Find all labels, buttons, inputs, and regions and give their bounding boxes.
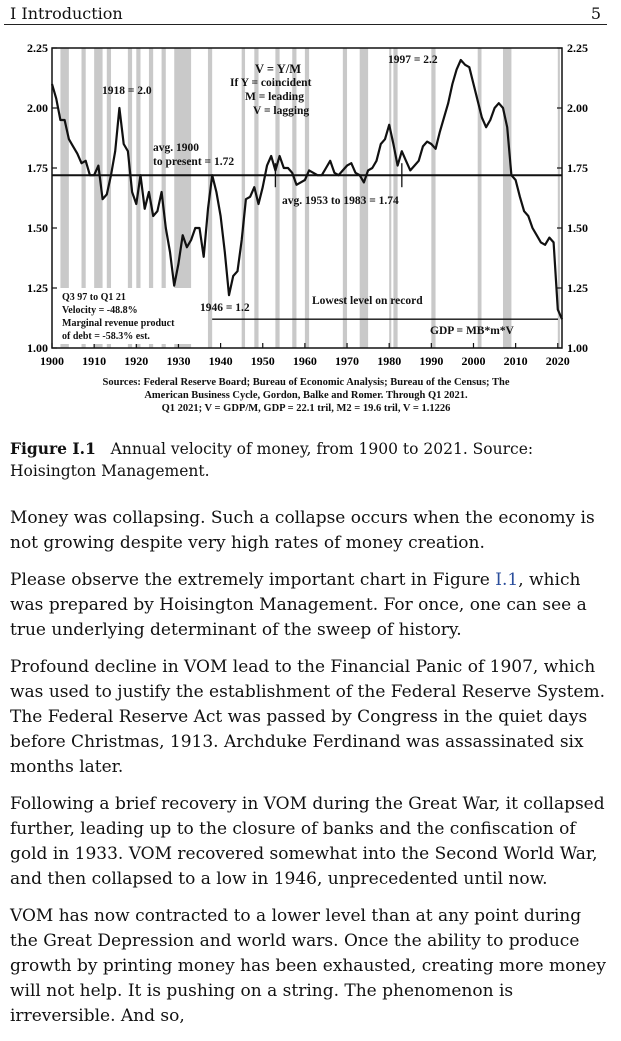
y-tick-label-right: 1.25	[567, 281, 588, 295]
label-1997: 1997 = 2.2	[388, 54, 438, 66]
x-tick-label: 1940	[208, 354, 233, 368]
sources-line-1: Sources: Federal Reserve Board; Bureau of Economic Analysis; Bureau of the Census; The	[102, 377, 510, 388]
formula-line-1: V = Y/M	[255, 62, 302, 76]
avg-1953-label: avg. 1953 to 1983 = 1.74	[282, 195, 399, 207]
gdp-formula-label: GDP = MB*m*V	[430, 325, 514, 337]
paragraph-2-end: , which was prepared by Hoisington Management. For once, one can see a true underlying determinant of the sweep of history.	[10, 570, 587, 640]
avg-1900-label-line1: avg. 1900	[153, 142, 199, 154]
avg-1900-label-line2: to present = 1.72	[153, 156, 235, 168]
y-tick-label-left: 2.00	[27, 101, 48, 115]
header-rule	[4, 24, 607, 25]
x-tick-label: 2020	[545, 354, 570, 368]
body-text	[10, 506, 609, 1041]
x-tick-label: 1920	[124, 354, 149, 368]
y-axis-right-labels	[567, 41, 588, 355]
q3-line-4: of debt = -58.3% est.	[62, 331, 150, 342]
caption-text: Annual velocity of money, from 1900 to 2021. Source: Hoisington Management.	[10, 440, 534, 480]
x-tick-label: 1930	[166, 354, 191, 368]
x-tick-label: 1950	[250, 354, 275, 368]
figure-reference-link[interactable]: I.1	[495, 570, 519, 590]
paragraph-2	[10, 568, 609, 643]
q3-line-3: Marginal revenue product	[62, 318, 175, 329]
q3-line-1: Q3 97 to Q1 21	[62, 292, 126, 303]
sources-line-3: Q1 2021; V = GDP/M, GDP = 22.1 tril, M2 = 19.6 tril, V = 1.1226	[161, 403, 451, 414]
y-tick-label-right: 2.25	[567, 41, 588, 55]
formula-line-3: M = leading	[245, 91, 304, 103]
running-header	[10, 2, 601, 24]
page-number: 5	[590, 3, 601, 23]
x-tick-label: 1980	[377, 354, 402, 368]
paragraph-1: Money was collapsing. Such a collapse occurs when the economy is not growing despite very high rates of money creation.	[10, 508, 595, 553]
label-1946: 1946 = 1.2	[200, 302, 250, 314]
x-tick-label: 1910	[82, 354, 107, 368]
paragraph-2-start: Please observe the extremely important chart in Figure	[10, 570, 496, 590]
q3-line-2: Velocity = -48.8%	[62, 305, 138, 316]
lowest-label: Lowest level on record	[312, 295, 423, 307]
y-tick-label-right: 1.50	[567, 221, 588, 235]
y-tick-label-right: 1.75	[567, 161, 588, 175]
x-tick-label: 1960	[292, 354, 317, 368]
paragraph-5: VOM has now contracted to a lower level than at any point during the Great Depression and world wars. Once the ability to produce growth by printing money has been exhausted, creating more money will not help. It is pushing on a string. The phenomenon is irreversible. And so,	[10, 906, 606, 1026]
velocity-chart	[0, 28, 621, 428]
x-tick-label: 2010	[503, 354, 528, 368]
y-tick-label-right: 1.00	[567, 341, 588, 355]
y-tick-label-left: 1.75	[27, 161, 48, 175]
formula-line-4: V = lagging	[253, 105, 310, 117]
section-title: I Introduction	[10, 3, 123, 23]
y-axis-left-labels	[27, 41, 48, 355]
x-tick-label: 1970	[335, 354, 360, 368]
y-tick-label-left: 1.00	[27, 341, 48, 355]
y-tick-label-left: 2.25	[27, 41, 48, 55]
x-tick-label: 1900	[40, 354, 64, 368]
formula-line-2: If Y = coincident	[230, 77, 312, 89]
paragraph-3: Profound decline in VOM lead to the Financial Panic of 1907, which was used to justify the establishment of the Federal Reserve System. The Federal Reserve Act was passed by Congress in the quiet days before Christmas, 1913. Archduke Ferdinand was assassinated six months later.	[10, 657, 605, 777]
y-tick-label-left: 1.25	[27, 281, 48, 295]
x-axis-labels	[40, 354, 570, 368]
recession-band	[503, 48, 511, 348]
paragraph-4: Following a brief recovery in VOM during the Great War, it collapsed further, leading up to the closure of banks and the confiscation of gold in 1933. VOM recovered somewhat into the Second World War, and then collapsed to a low in 1946, unprecedented until now.	[10, 794, 605, 889]
figure-label: Figure I.1	[10, 439, 96, 458]
x-tick-label: 2000	[461, 354, 486, 368]
figure-caption	[10, 438, 607, 482]
label-1918: 1918 = 2.0	[102, 85, 152, 97]
y-tick-label-left: 1.50	[27, 221, 48, 235]
recession-band	[431, 48, 435, 348]
sources-line-2: American Business Cycle, Gordon, Balke and Romer. Through Q1 2021.	[144, 390, 468, 401]
recession-band	[478, 48, 482, 348]
y-tick-label-right: 2.00	[567, 101, 588, 115]
x-tick-label: 1990	[419, 354, 444, 368]
